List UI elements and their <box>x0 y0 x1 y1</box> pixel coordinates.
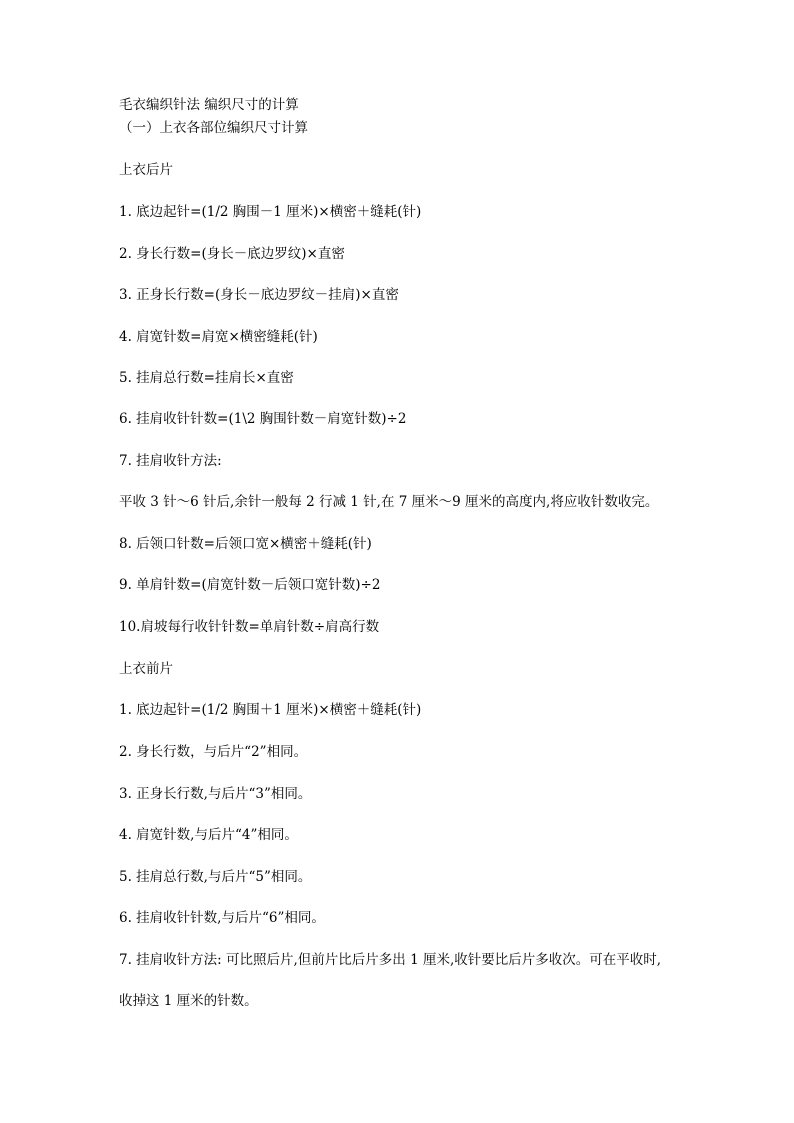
front-item-1: 1. 底边起针=(1/2 胸围＋1 厘米)×横密＋缝耗(针) <box>119 702 422 718</box>
back-item-2: 2. 身长行数=(身长－底边罗纹)×直密 <box>119 246 345 262</box>
back-item-8: 8. 后领口针数=后领口宽×横密＋缝耗(针) <box>119 536 372 552</box>
front-item-5: 5. 挂肩总行数,与后片“5”相同。 <box>119 869 312 885</box>
front-item-4: 4. 肩宽针数,与后片“4”相同。 <box>119 827 298 843</box>
front-item-7-continued: 收掉这 1 厘米的针数。 <box>119 993 258 1009</box>
back-section-heading: 上衣后片 <box>119 162 173 178</box>
back-item-10: 10.肩坡每行收针针数=单肩针数÷肩高行数 <box>119 619 380 635</box>
front-item-6: 6. 挂肩收针针数,与后片“6”相同。 <box>119 910 325 926</box>
document-title: 毛衣编织针法 编织尺寸的计算 <box>119 97 299 113</box>
back-item-1: 1. 底边起针=(1/2 胸围－1 厘米)×横密＋缝耗(针) <box>119 204 422 220</box>
back-item-9: 9. 单肩针数=(肩宽针数－后领口宽针数)÷2 <box>119 577 381 593</box>
back-item-4: 4. 肩宽针数=肩宽×横密缝耗(针) <box>119 329 318 345</box>
back-item-7-detail: 平收 3 针～6 针后,余针一般每 2 行减 1 针,在 7 厘米～9 厘米的高度内,将应收针数收完。 <box>119 494 659 510</box>
front-section-heading: 上衣前片 <box>119 661 173 677</box>
back-item-7: 7. 挂肩收针方法: <box>119 453 222 469</box>
back-item-3: 3. 正身长行数=(身长－底边罗纹－挂肩)×直密 <box>119 287 399 303</box>
back-item-6: 6. 挂肩收针针数=(1\2 胸围针数－肩宽针数)÷2 <box>119 411 407 427</box>
front-item-3: 3. 正身长行数,与后片“3”相同。 <box>119 786 312 802</box>
front-item-7: 7. 挂肩收针方法: 可比照后片,但前片比后片多出 1 厘米,收针要比后片多收次。可在平收时, <box>119 952 662 968</box>
front-item-2: 2. 身长行数，与后片“2”相同。 <box>119 744 308 760</box>
back-item-5: 5. 挂肩总行数=挂肩长×直密 <box>119 370 294 386</box>
document-subtitle: （一）上衣各部位编织尺寸计算 <box>119 120 308 136</box>
